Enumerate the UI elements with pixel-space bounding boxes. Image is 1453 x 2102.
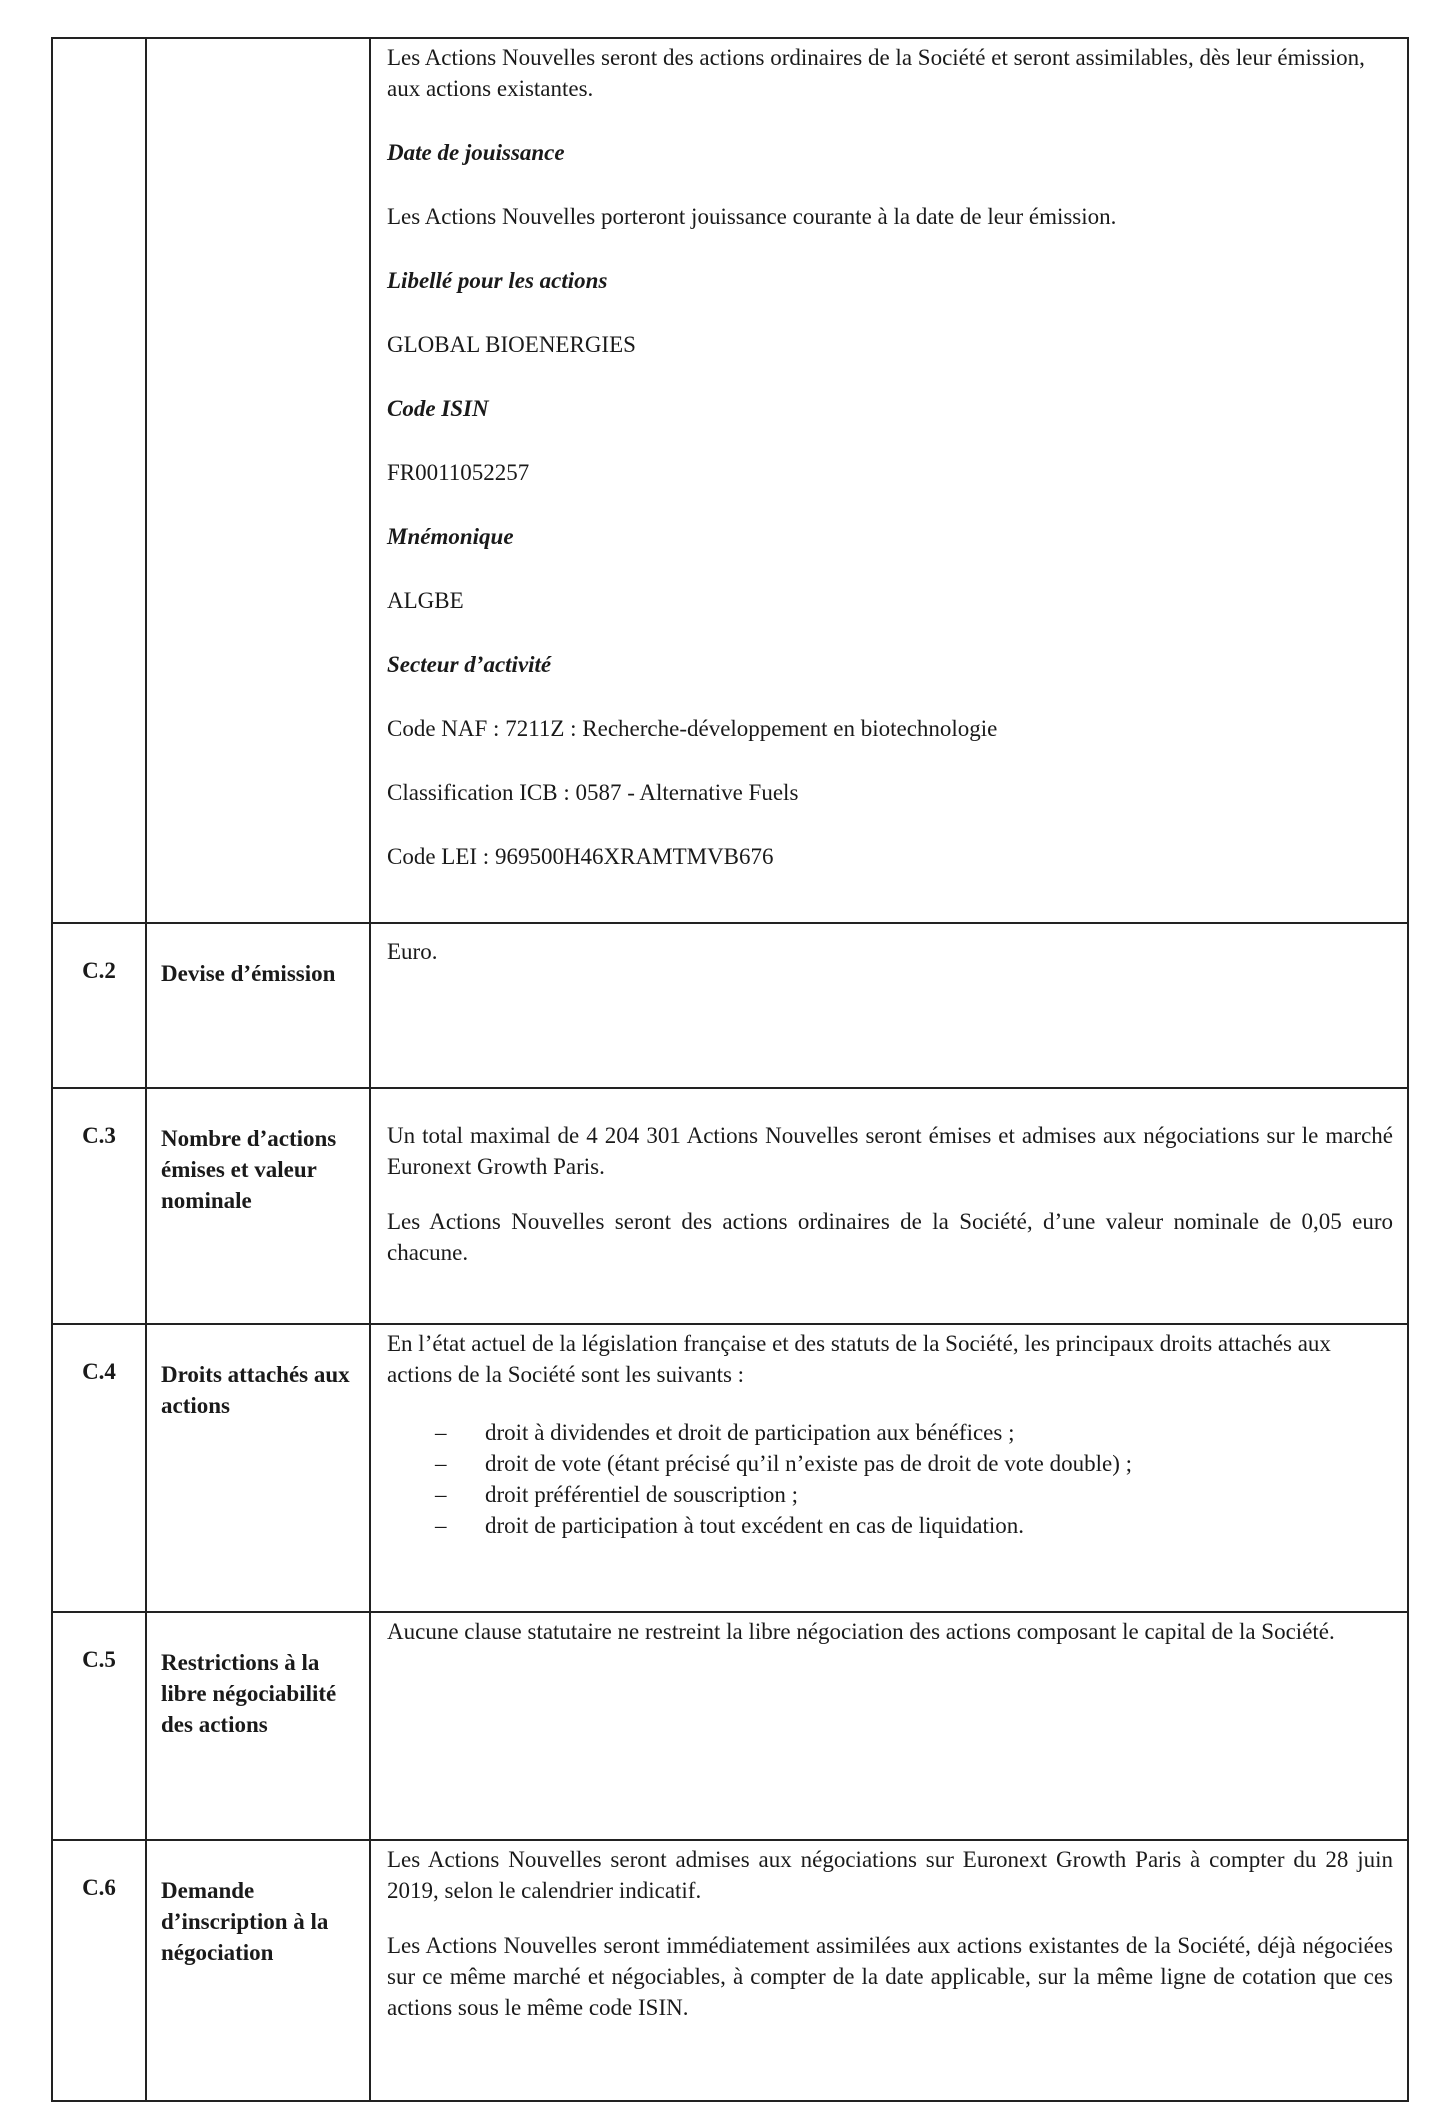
- section-title: Droits attachés aux actions: [146, 1324, 370, 1612]
- list-item: [435, 1448, 1393, 1479]
- c5-text: Aucune clause statutaire ne restreint la libre négociation des actions composant le capital de la Société.: [387, 1619, 1335, 1644]
- list-item: [435, 1510, 1393, 1541]
- c6-paragraph-2: Les Actions Nouvelles seront immédiatement assimilées aux actions existantes de la Société, déjà négociées sur ce même marché et négociables, à compter de la date applicable, sur la même ligne de cotation que ces actions sous le même code ISIN.: [387, 1933, 1393, 2020]
- jouissance-text: Les Actions Nouvelles porteront jouissance courante à la date de leur émission.: [387, 204, 1117, 229]
- section-code: C.4: [52, 1324, 146, 1612]
- table-row-c1-continued: [52, 38, 1408, 923]
- section-body: [370, 1324, 1408, 1612]
- table-row-c5: [52, 1612, 1408, 1840]
- section-title: Nombre d’actions émises et valeur nominale: [146, 1088, 370, 1324]
- isin-value: FR0011052257: [387, 460, 530, 485]
- section-title: Demande d’inscription à la négociation: [146, 1840, 370, 2101]
- dash-bullet: –: [435, 1451, 447, 1476]
- heading-libelle: Libellé pour les actions: [387, 268, 608, 293]
- c1-intro: Les Actions Nouvelles seront des actions ordinaires de la Société et seront assimilables, dès leur émission, aux actions existantes.: [387, 45, 1365, 101]
- heading-mnemonique: Mnémonique: [387, 524, 514, 549]
- section-title: Devise d’émission: [146, 923, 370, 1088]
- section-code: C.3: [52, 1088, 146, 1324]
- table-row-c3: [52, 1088, 1408, 1324]
- code-cell-empty: [52, 38, 146, 923]
- section-body: [370, 1612, 1408, 1840]
- c3-paragraph-2: Les Actions Nouvelles seront des actions ordinaires de la Société, d’une valeur nominale de 0,05 euro chacune.: [387, 1209, 1393, 1265]
- heading-date-de-jouissance: Date de jouissance: [387, 140, 565, 165]
- section-body: [370, 923, 1408, 1088]
- c4-intro: En l’état actuel de la législation française et des statuts de la Société, les principaux droits attachés aux actions de la Société sont les suivants :: [387, 1331, 1331, 1387]
- table-row-c2: [52, 923, 1408, 1088]
- dash-bullet: –: [435, 1420, 447, 1445]
- list-item: [435, 1479, 1393, 1510]
- heading-secteur: Secteur d’activité: [387, 652, 552, 677]
- section-body: [370, 1840, 1408, 2101]
- section-code: C.5: [52, 1612, 146, 1840]
- list-item-text: droit à dividendes et droit de participation aux bénéfices ;: [485, 1420, 1015, 1445]
- section-code: C.6: [52, 1840, 146, 2101]
- rights-list: [387, 1417, 1393, 1541]
- list-item-text: droit de vote (étant précisé qu’il n’existe pas de droit de vote double) ;: [485, 1451, 1132, 1476]
- c3-paragraph-1: Un total maximal de 4 204 301 Actions Nouvelles seront émises et admises aux négociations sur le marché Euronext Growth Paris.: [387, 1123, 1393, 1179]
- list-item-text: droit de participation à tout excédent en cas de liquidation.: [485, 1513, 1025, 1538]
- dash-bullet: –: [435, 1482, 447, 1507]
- naf-code: Code NAF : 7211Z : Recherche-développement en biotechnologie: [387, 716, 998, 741]
- list-item: [435, 1417, 1393, 1448]
- currency-text: Euro.: [387, 939, 438, 964]
- c1-body-cell: [370, 38, 1408, 923]
- title-cell-empty: [146, 38, 370, 923]
- section-title: Restrictions à la libre négociabilité des actions: [146, 1612, 370, 1840]
- heading-code-isin: Code ISIN: [387, 396, 489, 421]
- section-body: [370, 1088, 1408, 1324]
- dash-bullet: –: [435, 1513, 447, 1538]
- table-row-c4: [52, 1324, 1408, 1612]
- list-item-text: droit préférentiel de souscription ;: [485, 1482, 798, 1507]
- table-row-c6: [52, 1840, 1408, 2101]
- c6-paragraph-1: Les Actions Nouvelles seront admises aux négociations sur Euronext Growth Paris à compter du 28 juin 2019, selon le calendrier indicatif.: [387, 1847, 1393, 1903]
- icb-classification: Classification ICB : 0587 - Alternative Fuels: [387, 780, 799, 805]
- libelle-value: GLOBAL BIOENERGIES: [387, 332, 636, 357]
- section-code: C.2: [52, 923, 146, 1088]
- lei-code: Code LEI : 969500H46XRAMTMVB676: [387, 844, 774, 869]
- summary-table: [51, 37, 1409, 2102]
- mnemonique-value: ALGBE: [387, 588, 464, 613]
